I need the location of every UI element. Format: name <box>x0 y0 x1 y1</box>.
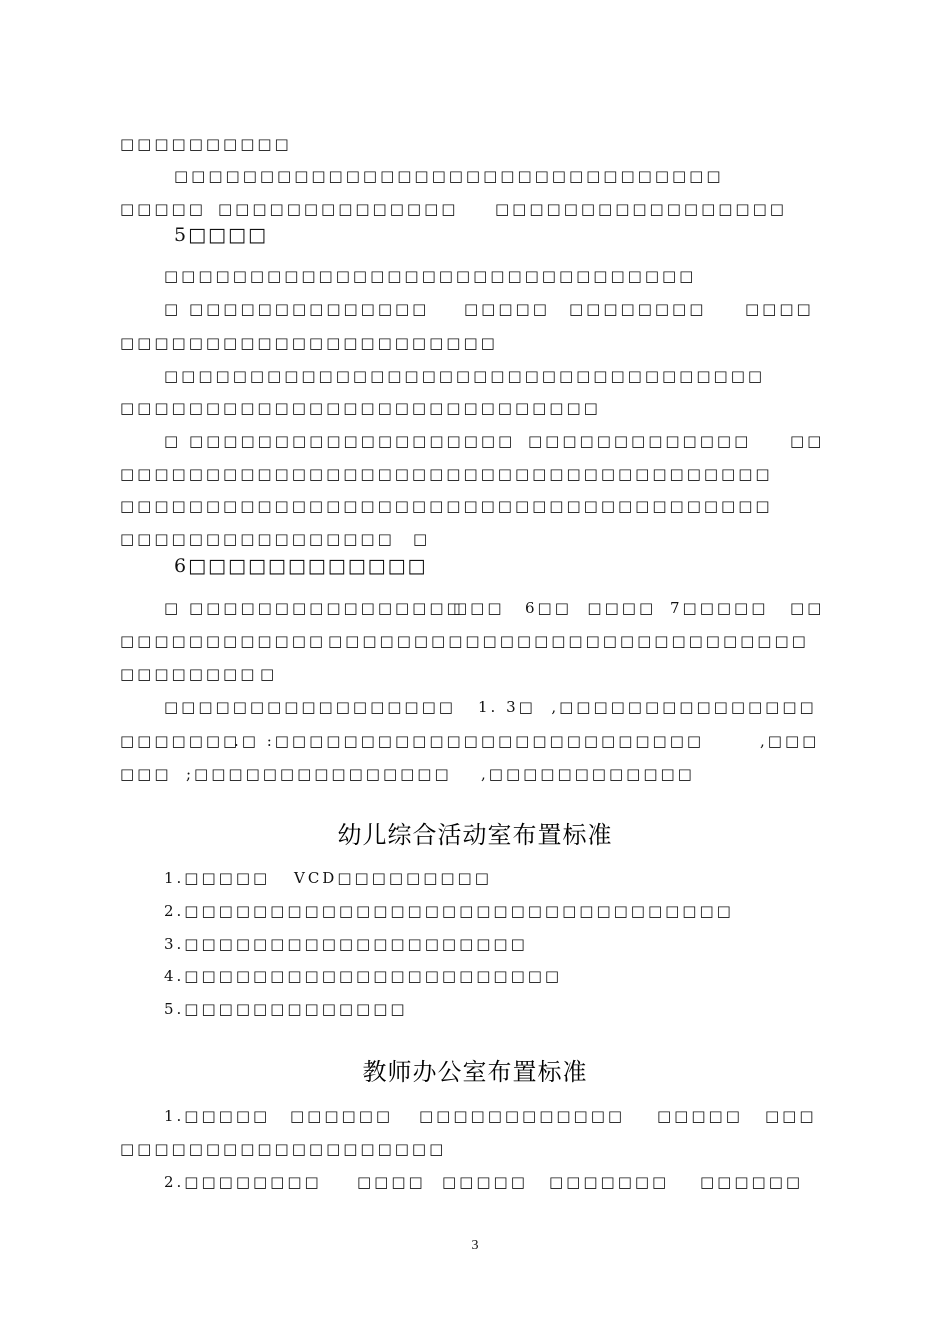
section-heading: 5□□□□ <box>174 224 268 246</box>
text-line: □□□□□□□□□□□□□□□□□□□□□□□□□□□□ <box>328 632 809 650</box>
list-item: □□□ <box>765 1107 817 1125</box>
text-line: □□□ <box>453 599 505 617</box>
text-line: □ <box>260 665 278 683</box>
text-line: □□□□□ <box>120 200 206 218</box>
list-item: 2.□□□□□□□□□□□□□□□□□□□□□□□□□□□□□□□□ <box>164 902 734 920</box>
text-line: 7□□□□□ <box>670 599 769 617</box>
text-line: □□□□□□□□□□□□□□□□□□□□□□□□□□□□ <box>120 399 601 417</box>
text-line: □□□□□□□□ <box>569 300 707 318</box>
text-line: □□ <box>790 599 825 617</box>
text-line: □□□□□□□ <box>120 732 241 750</box>
text-line: □ □□□□□□□□□□□□□□□□□□□ <box>164 432 516 450</box>
text-line: 6□□ □□□□ <box>525 599 657 617</box>
text-line: □□□□ <box>745 300 814 318</box>
text-line: □□□□□□□□□□ <box>120 135 292 153</box>
text-line: □□□□□□□□□□□□□□□□□ <box>164 698 456 716</box>
text-line: □□□□□ <box>464 300 550 318</box>
text-line: ,□□□ <box>760 732 820 750</box>
text-line: □□□□□□□□□□□□ <box>120 632 327 650</box>
page-number: 3 <box>471 1238 479 1253</box>
text-line: ;□□□□□□□□□□□□□□□ <box>186 765 452 783</box>
list-item: 3.□□□□□□□□□□□□□□□□□□□□ <box>164 935 528 953</box>
text-line: □□□□□□□□□□□□□□□□□□□□□□□□□□□□□□□□□□□□□□ <box>120 497 773 515</box>
text-line: □□□□□□□□□□□□□□□□□□□□□□□□□□□□□□□□□□□□□□ <box>120 465 773 483</box>
text-line: □□□□□□□□□□□□□ <box>528 432 752 450</box>
text-line: □□□□□□□□ <box>120 665 258 683</box>
text-line: □ <box>413 530 431 548</box>
text-line: □□□□□□□□□□□□□□□□□□□□□□□□□□□□□□□□ <box>174 167 724 185</box>
text-line: □ □□□□□□□□□□□□□□□□ <box>164 599 464 617</box>
list-item: VCD□□□□□□□□□ <box>294 869 492 887</box>
text-line: □ □□□□□□□□□□□□□□ <box>164 300 430 318</box>
list-item: □□□□□□□□□□□□□□□□□□□ <box>120 1140 447 1158</box>
list-item: □□□□□□□ <box>549 1173 670 1191</box>
section-heading: 6□□□□□□□□□□□□ <box>174 555 428 577</box>
list-item: 1.□□□□□ <box>164 1107 271 1125</box>
list-item: □□□□□ <box>657 1107 743 1125</box>
section-title: 教师办公室布置标准 <box>362 1058 588 1086</box>
list-item: □□□□□□ <box>290 1107 394 1125</box>
list-item: 1.□□□□□ <box>164 869 271 887</box>
section-title: 幼儿综合活动室布置标准 <box>337 821 613 849</box>
list-item: □□□□□ <box>442 1173 528 1191</box>
text-line: ,□□□□□□□□□□□□ <box>481 765 695 783</box>
text-line: □□□□□□□□□□□□□□□□□□□□□□ <box>120 334 498 352</box>
text-line: □□□□□□□□□□□□□□□□□□□□□□□□□□□□□□□ <box>164 267 697 285</box>
text-line: 1. 3□ ,□□□□□□□□□□□□□□□ <box>478 698 817 716</box>
list-item: 2.□□□□□□□□ <box>164 1173 322 1191</box>
text-line: □□□ <box>120 765 172 783</box>
text-line: □□ <box>790 432 825 450</box>
text-line: □□□□□□□□□□□□□□□□□ <box>495 200 787 218</box>
list-item: □□□□ <box>357 1173 426 1191</box>
list-item: □□□□□□ <box>700 1173 804 1191</box>
text-line: □□□□□□□□□□□□□□ <box>218 200 459 218</box>
text-line: .□ :□□□□□□□□□□□□□□□□□□□□□□□□□ <box>234 732 705 750</box>
text-line: □□□□□□□□□□□□□□□□□□□□□□□□□□□□□□□□□□□ <box>164 367 766 385</box>
list-item: □□□□□□□□□□□□ <box>419 1107 626 1125</box>
list-item: 4.□□□□□□□□□□□□□□□□□□□□□□ <box>164 967 563 985</box>
list-item: 5.□□□□□□□□□□□□□ <box>164 1000 408 1018</box>
text-line: □□□□□□□□□□□□□□□□ <box>120 530 395 548</box>
